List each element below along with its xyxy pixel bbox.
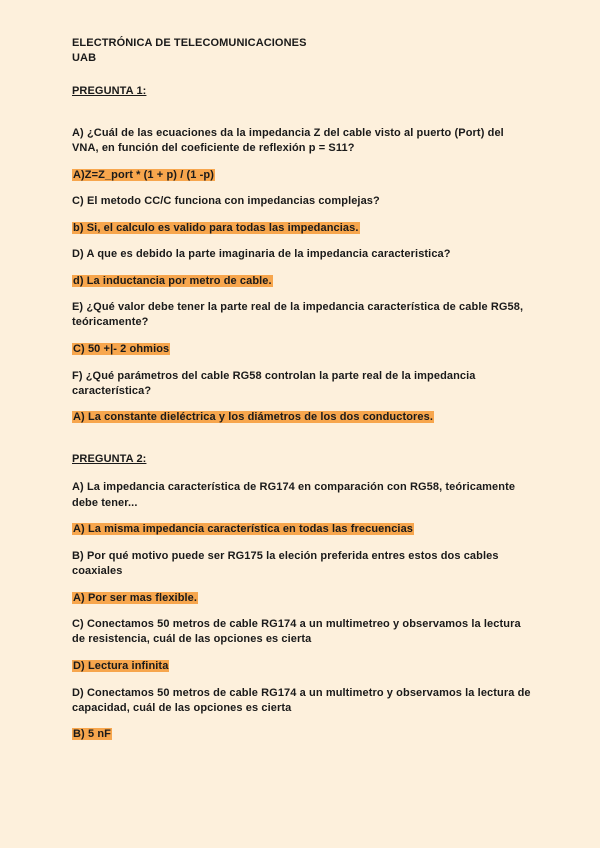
answer-2-4 <box>72 727 112 741</box>
answer-highlight: C) 50 +|- 2 ohmios <box>73 343 170 355</box>
document-subtitle: UAB <box>72 52 97 64</box>
question-2-1-line2: debe tener... <box>72 497 138 509</box>
answer-highlight: b) Si, el calculo es valido para todas las impedancias. <box>73 222 359 234</box>
answer-2-2 <box>72 591 198 605</box>
answer-1-3 <box>72 274 273 288</box>
question-1-2-line1: C) El metodo CC/C funciona con impedancias complejas? <box>72 195 380 207</box>
answer-highlight: A) La misma impedancia característica en todas las frecuencias <box>73 523 414 535</box>
question-1-4-line2: teóricamente? <box>72 316 149 328</box>
document-title: ELECTRÓNICA DE TELECOMUNICACIONES <box>72 37 307 49</box>
answer-2-1 <box>72 522 414 536</box>
question-2-2-line2: coaxiales <box>72 565 123 577</box>
answer-2-3 <box>72 659 169 673</box>
question-1-1-line2: VNA, en función del coeficiente de reflexión p = S11? <box>72 142 355 154</box>
question-2-2-line1: B) Por qué motivo puede ser RG175 la eleción preferida entres estos dos cables <box>72 550 499 562</box>
answer-1-1 <box>72 168 215 182</box>
answer-highlight: d) La inductancia por metro de cable. <box>73 275 272 287</box>
question-2-1-line1: A) La impedancia característica de RG174 en comparación con RG58, teóricamente <box>72 481 516 493</box>
answer-highlight: A) Por ser mas flexible. <box>73 592 198 604</box>
question-1-4-line1: E) ¿Qué valor debe tener la parte real de la impedancia característica de cable RG58, <box>72 301 524 313</box>
question-1-1-line1: A) ¿Cuál de las ecuaciones da la impedancia Z del cable visto al puerto (Port) del <box>72 127 504 139</box>
answer-highlight: D) Lectura infinita <box>73 660 169 672</box>
section-heading-2: PREGUNTA 2: <box>72 453 147 465</box>
answer-1-2 <box>72 221 360 235</box>
question-2-4-line1: D) Conectamos 50 metros de cable RG174 a un multimetro y observamos la lectura de <box>72 687 531 699</box>
question-1-3-line1: D) A que es debido la parte imaginaria de la impedancia caracteristica? <box>72 248 451 260</box>
question-2-3-line1: C) Conectamos 50 metros de cable RG174 a un multimetreo y observamos la lectura <box>72 618 521 630</box>
answer-1-4 <box>72 342 170 356</box>
answer-highlight: A) La constante dieléctrica y los diámetros de los dos conductores. <box>73 411 434 423</box>
section-heading-1: PREGUNTA 1: <box>72 85 147 97</box>
answer-highlight: B) 5 nF <box>73 728 111 740</box>
answer-1-5 <box>72 410 434 424</box>
question-2-4-line2: capacidad, cuál de las opciones es cierta <box>72 702 292 714</box>
answer-highlight: A)Z=Z_port * (1 + p) / (1 -p) <box>73 169 215 181</box>
question-1-5-line1: F) ¿Qué parámetros del cable RG58 controlan la parte real de la impedancia <box>72 370 476 382</box>
question-1-5-line2: característica? <box>72 385 152 397</box>
question-2-3-line2: de resistencia, cuál de las opciones es cierta <box>72 633 312 645</box>
